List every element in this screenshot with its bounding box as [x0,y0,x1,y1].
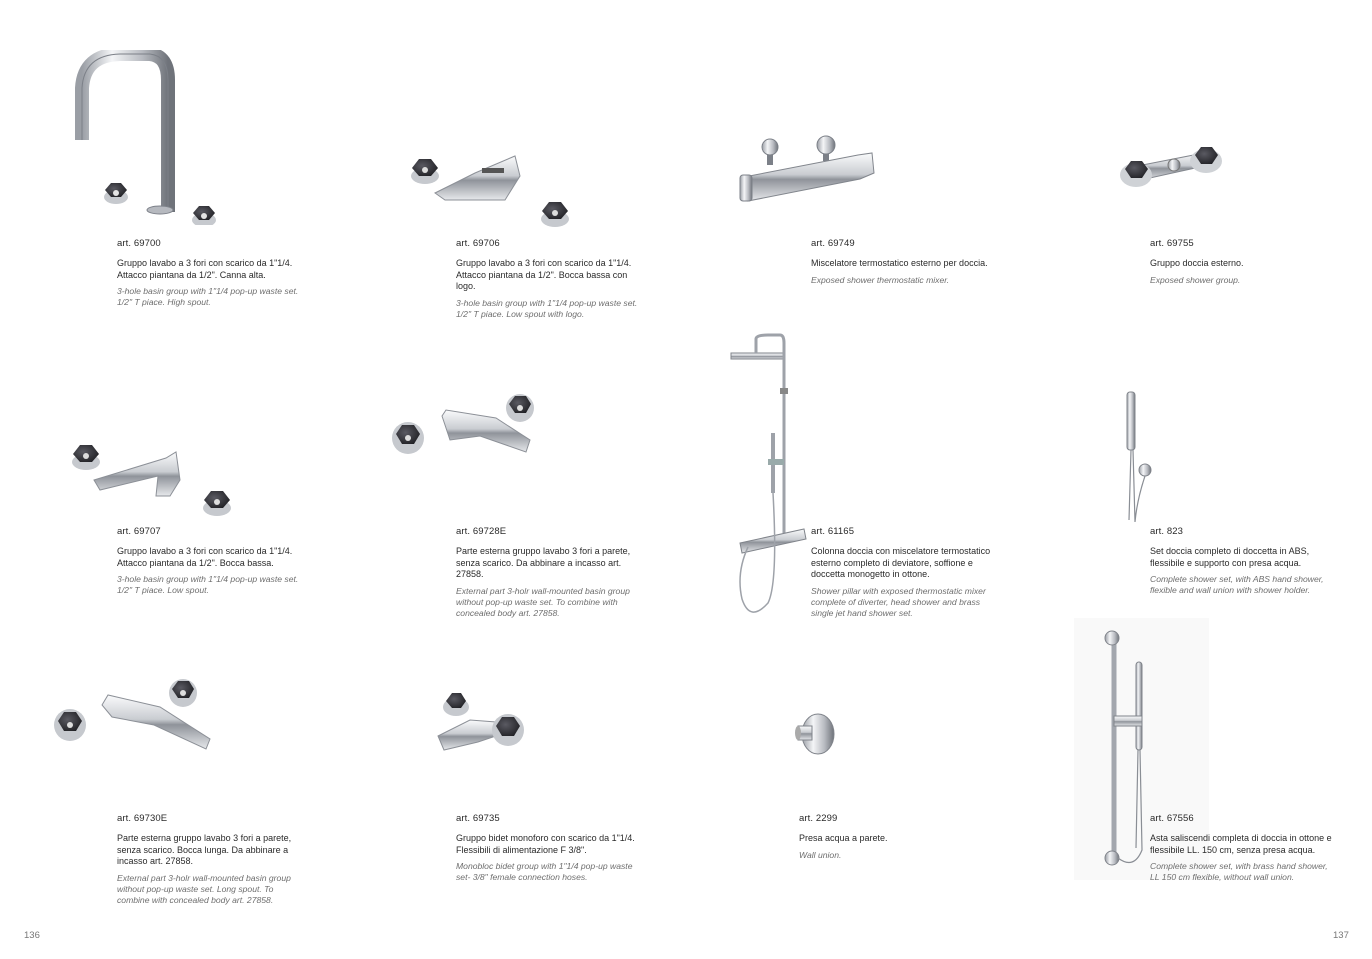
product-69728E [456,526,641,619]
low-spout-basin-mixer-icon [66,440,246,525]
description-english: External part 3-holr wall-mounted basin group without pop-up waste set. Long spout. To combine with concealed body art. 27858. [117,872,291,905]
product-69749 [811,238,996,286]
page-number-left: 136 [24,930,40,941]
description-italian: Gruppo bidet monoforo con scarico da 1"1/4. Flessibili di alimentazione F 3/8". [456,833,635,855]
description-english: Monobloc bidet group with 1"1/4 pop-up waste set- 3/8" female connection hoses. [456,861,633,883]
article-number: art. 69700 [117,238,161,249]
page-number-right: 137 [1333,930,1349,941]
description-english: Exposed shower thermostatic mixer. [811,274,950,285]
description-italian: Gruppo lavabo a 3 fori con scarico da 1"1/4. Attacco piantana da 1/2". Canna alta. [117,258,293,280]
description-italian: Miscelatore termostatico esterno per doccia. [811,258,988,268]
product-2299 [799,813,984,861]
article-number: art. 69755 [1150,238,1194,249]
product-69706 [456,238,641,320]
description-italian: Gruppo lavabo a 3 fori con scarico da 1"1/4. Attacco piantana da 1/2". Bocca bassa. [117,546,293,568]
description-italian: Asta saliscendi completa di doccia in ottone e flessibile LL. 150 cm, senza presa acqua. [1150,833,1332,855]
description-english: Shower pillar with exposed thermostatic mixer complete of diverter, head shower and brass single jet hand shower set. [811,585,986,618]
article-number: art. 61165 [811,526,855,537]
product-69730E [117,813,302,906]
description-english: Exposed shower group. [1150,274,1241,285]
wall-mounted-basin-group-icon [388,392,548,467]
article-number: art. 69706 [456,238,500,249]
exposed-shower-group-icon [1114,135,1229,200]
long-spout-wall-basin-group-icon [50,677,220,762]
low-spout-logo-basin-mixer-icon [405,148,585,238]
description-italian: Presa acqua a parete. [799,833,888,843]
article-number: art. 2299 [799,813,838,824]
description-italian: Colonna doccia con miscelatore termostatico esterno completo di deviatore, soffione e doccetta monogetto in ottone. [811,546,991,579]
description-english: 3-hole basin group with 1"1/4 pop-up waste set. 1/2" T piace. High spout. [117,286,299,308]
product-69700 [117,238,302,308]
article-number: art. 69728E [456,526,507,537]
hand-shower-set-icon [1115,390,1160,535]
product-69707 [117,526,302,596]
description-italian: Parte esterna gruppo lavabo 3 fori a parete, senza scarico. Da abbinare a incasso art. 27858. [456,546,631,579]
thermostatic-shower-mixer-icon [738,135,883,215]
shower-pillar-icon [728,333,818,623]
description-english: 3-hole basin group with 1"1/4 pop-up waste set. 1/2" T piace. Low spout with logo. [456,297,638,319]
description-english: External part 3-holr wall-mounted basin group without pop-up waste set. To combine with concealed body art. 27858. [456,585,630,618]
product-61165 [811,526,996,619]
wall-union-icon [788,706,843,771]
product-67556 [1150,813,1335,883]
description-english: 3-hole basin group with 1"1/4 pop-up waste set. 1/2" T piace. Low spout. [117,574,299,596]
description-english: Complete shower set, with brass hand shower, LL 150 cm flexible, without wall union. [1150,861,1328,883]
description-italian: Gruppo lavabo a 3 fori con scarico da 1"1/4. Attacco piantana da 1/2". Bocca bassa con logo. [456,258,632,291]
product-69735 [456,813,641,883]
product-823 [1150,526,1335,596]
article-number: art. 67556 [1150,813,1194,824]
bidet-group-icon [430,690,530,760]
article-number: art. 69749 [811,238,855,249]
article-number: art. 69730E [117,813,168,824]
article-number: art. 69707 [117,526,161,537]
article-number: art. 69735 [456,813,500,824]
description-italian: Parte esterna gruppo lavabo 3 fori a parete, senza scarico. Bocca lunga. Da abbinare a incasso art. 27858. [117,833,292,866]
description-italian: Gruppo doccia esterno. [1150,258,1244,268]
description-english: Wall union. [799,849,842,860]
product-69755 [1150,238,1335,286]
description-english: Complete shower set, with ABS hand shower, flexible and wall union with shower holder. [1150,574,1324,596]
high-spout-basin-mixer-icon [70,50,250,230]
article-number: art. 823 [1150,526,1184,537]
description-italian: Set doccia completo di doccetta in ABS, flessibile e supporto con presa acqua. [1150,546,1310,568]
